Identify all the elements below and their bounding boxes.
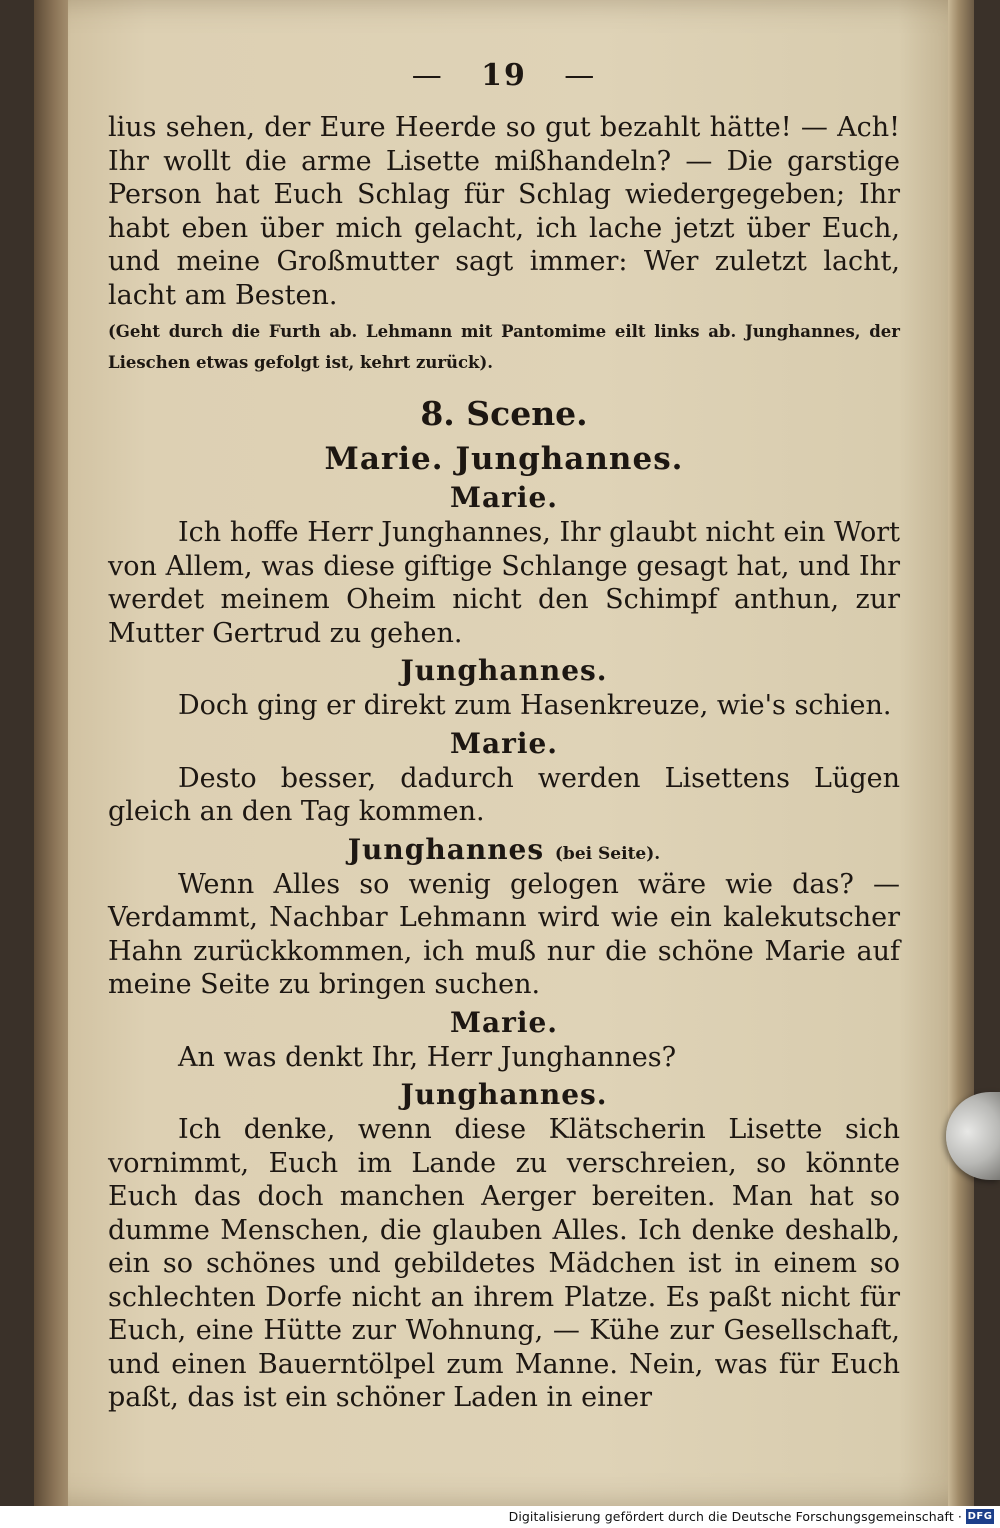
stage-direction: (Geht durch die Furth ab. Lehmann mit Pantomime eilt links ab. Junghannes, der Lieschen etwas gefolgt ist, kehrt zurück). [108,322,900,372]
speaker-name: Junghannes. [400,654,608,687]
speaker-name: Junghannes. [400,1078,608,1111]
speaker-name-with-aside [108,833,900,866]
speech: Ich hoffe Herr Junghannes, Ihr glaubt nicht ein Wort von Allem, was diese giftige Schlange gesagt hat, und Ihr werdet meinem Oheim nicht den Schimpf anthun, zur Mutter Gertrud zu gehen. [108,517,900,649]
speech: An was denkt Ihr, Herr Junghannes? [178,1041,677,1073]
speech: Desto besser, dadurch werden Lisettens Lügen gleich an den Tag kommen. [108,762,900,827]
scene-heading: 8. Scene. [420,394,588,433]
speech-continuation: lius sehen, der Eure Heerde so gut bezahlt hätte! — Ach! Ihr wollt die arme Lisette mißhandeln? — Die garstige Person hat Euch Schlag für Schlag wiedergegeben; Ihr habt eben über mich gelacht, ich lache jetzt über Euch, und meine Großmutter sagt immer: Wer zuletzt lacht, lacht am Besten. [108,112,900,311]
scene-characters: Marie. Junghannes. [324,441,684,477]
speaker-name: Junghannes [347,832,545,866]
speaker-name: Marie. [449,481,559,514]
digitization-footer [0,1506,1000,1528]
speaker-name: Marie. [449,1005,559,1039]
aside-note: (bei Seite). [554,843,661,864]
speech: Doch ging er direkt zum Hasenkreuze, wie's schien. [178,690,892,721]
speech: Wenn Alles so wenig gelogen wäre wie das? — Verdammt, Nachbar Lehmann wird wie ein kalekutscher Hahn zurückkommen, ich muß nur die schöne Marie auf meine Seite zu bringen suchen. [108,868,900,1000]
book-spine [34,0,68,1506]
funding-credit: Digitalisierung gefördert durch die Deutsche Forschungsgemeinschaft · [508,1509,962,1524]
page-text [108,58,900,1415]
page-number-dash-left: — [411,58,444,93]
page-number-line [108,58,900,93]
page-edge [948,0,974,1506]
speech: Ich denke, wenn diese Klätscherin Lisette sich vornimmt, Euch im Lande zu verschreien, so könnte Euch das doch manchen Aerger bereiten. Man hat so dumme Menschen, die glauben Alles. Ich denke deshalb, ein so schönes und gebildetes Mädchen ist in einem so schlechten Dorfe nicht an ihrem Platze. Es paßt nicht für Euch, eine Hütte zur Wohnung, — Kühe zur Gesellschaft, und einen Bauerntölpel zum Manne. Nein, was für Euch paßt, das ist ein schöner Laden in einer [108,1114,900,1413]
dfg-logo-icon: DFG [967,1511,993,1522]
page-number: 19 [481,58,527,93]
page-number-dash-right: — [564,58,597,93]
speaker-name: Marie. [449,726,559,760]
